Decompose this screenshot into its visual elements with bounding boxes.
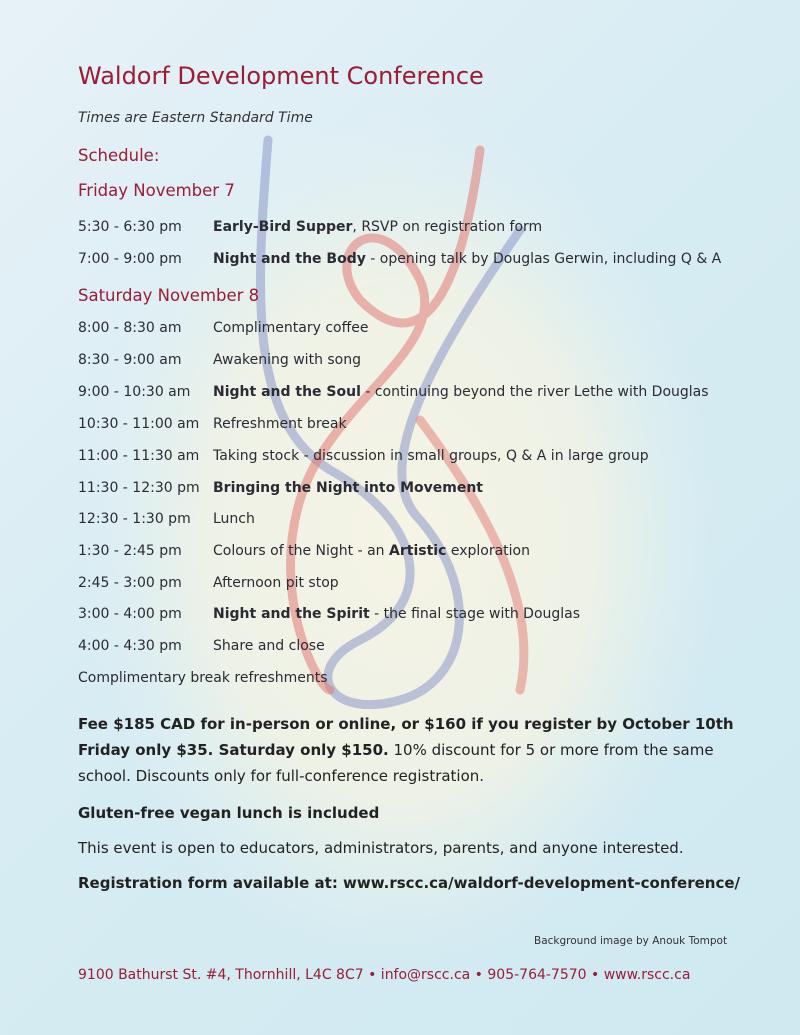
event-desc: Complimentary coffee bbox=[213, 320, 369, 336]
lunch-note: Gluten-free vegan lunch is included bbox=[78, 804, 380, 822]
event-time: 8:00 - 8:30 am bbox=[78, 320, 182, 336]
event-desc: Early-Bird Supper, RSVP on registration form bbox=[213, 219, 543, 235]
event-time: 10:30 - 11:00 am bbox=[78, 416, 200, 432]
event-time: 4:00 - 4:30 pm bbox=[78, 638, 182, 654]
event-time: 7:00 - 9:00 pm bbox=[78, 251, 182, 267]
image-credit: Background image by Anouk Tompot bbox=[534, 935, 728, 947]
event-desc: Awakening with song bbox=[213, 352, 362, 368]
registration-link[interactable]: Registration form available at: www.rscc.ca/waldorf-development-conference/ bbox=[78, 874, 740, 892]
event-desc: Night and the Body - opening talk by Douglas Gerwin, including Q & A bbox=[213, 251, 722, 267]
fee-line-2: Friday only $35. Saturday only $150. 10% discount for 5 or more from the same bbox=[78, 741, 714, 759]
event-desc: Afternoon pit stop bbox=[213, 575, 339, 591]
fee-line-1: Fee $185 CAD for in-person or online, or $160 if you register by October 10th bbox=[78, 715, 734, 733]
schedule-heading: Schedule: bbox=[78, 146, 160, 165]
event-time: 1:30 - 2:45 pm bbox=[78, 543, 182, 559]
event-desc: Taking stock - discussion in small groups, Q & A in large group bbox=[213, 448, 649, 464]
day-heading-saturday: Saturday November 8 bbox=[78, 286, 260, 305]
event-time: 8:30 - 9:00 am bbox=[78, 352, 182, 368]
contact-footer: 9100 Bathurst St. #4, Thornhill, L4C 8C7 • info@rscc.ca • 905-764-7570 • www.rscc.ca bbox=[78, 967, 691, 983]
event-time: 3:00 - 4:00 pm bbox=[78, 606, 182, 622]
break-refreshments-note: Complimentary break refreshments bbox=[78, 670, 328, 686]
event-time: 9:00 - 10:30 am bbox=[78, 384, 191, 400]
event-time: 12:30 - 1:30 pm bbox=[78, 511, 191, 527]
event-time: 11:30 - 12:30 pm bbox=[78, 480, 200, 496]
fee-line-3: school. Discounts only for full-conference registration. bbox=[78, 767, 485, 785]
timezone-note: Times are Eastern Standard Time bbox=[78, 110, 313, 126]
event-time: 2:45 - 3:00 pm bbox=[78, 575, 182, 591]
day-heading-friday: Friday November 7 bbox=[78, 181, 235, 200]
event-desc: Share and close bbox=[213, 638, 325, 654]
page-title: Waldorf Development Conference bbox=[78, 62, 484, 90]
event-desc: Night and the Soul - continuing beyond the river Lethe with Douglas bbox=[213, 384, 709, 400]
event-time: 11:00 - 11:30 am bbox=[78, 448, 200, 464]
event-desc: Refreshment break bbox=[213, 416, 347, 432]
event-time: 5:30 - 6:30 pm bbox=[78, 219, 182, 235]
open-event-note: This event is open to educators, administrators, parents, and anyone interested. bbox=[78, 839, 684, 857]
event-desc: Lunch bbox=[213, 511, 255, 527]
event-desc: Bringing the Night into Movement bbox=[213, 480, 483, 496]
event-desc: Colours of the Night - an Artistic exploration bbox=[213, 543, 530, 559]
event-desc: Night and the Spirit - the final stage with Douglas bbox=[213, 606, 581, 622]
